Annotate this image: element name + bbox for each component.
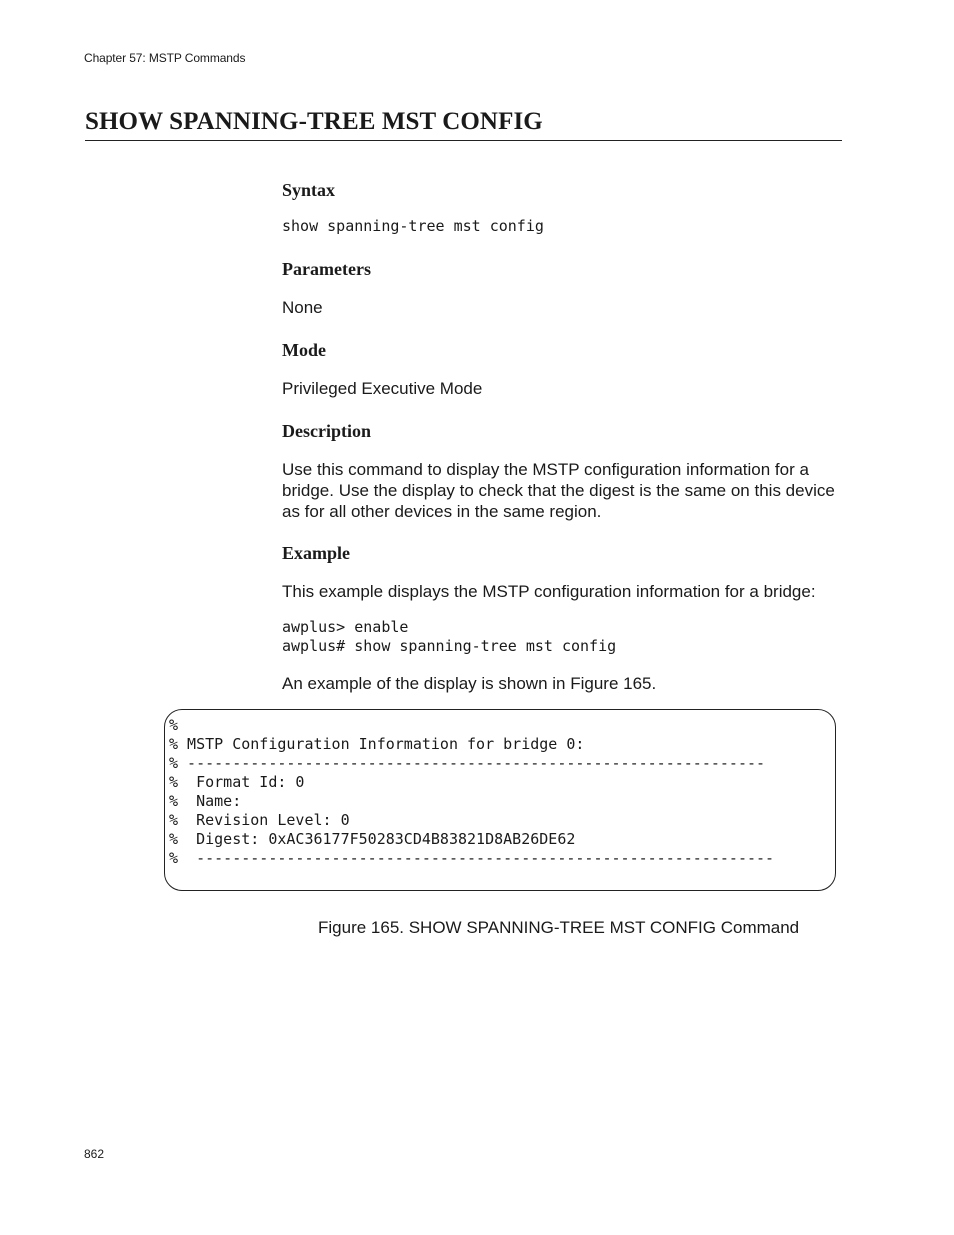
example-heading: Example (282, 543, 351, 563)
figure-line: % (169, 716, 179, 734)
figure-line: % Digest: 0xAC36177F50283CD4B83821D8AB26DE62 (169, 830, 576, 848)
figure-caption: Figure 165. SHOW SPANNING-TREE MST CONFIG Command (318, 918, 800, 937)
example-code-block (282, 618, 616, 656)
syntax-command: show spanning-tree mst config (282, 217, 544, 235)
figure-line: % ---------------------------------------------------------------- (169, 849, 775, 867)
parameters-heading: Parameters (282, 259, 371, 279)
figure-output (169, 716, 774, 868)
figure-line: % MSTP Configuration Information for bridge 0: (169, 735, 585, 753)
page-number: 862 (84, 1147, 105, 1161)
example-outro: An example of the display is shown in Figure 165. (282, 674, 657, 693)
mode-text: Privileged Executive Mode (282, 379, 483, 398)
mode-heading: Mode (282, 340, 326, 360)
example-intro: This example displays the MSTP configuration information for a bridge: (282, 582, 816, 601)
figure-line: % Revision Level: 0 (169, 811, 350, 829)
description-text: Use this command to display the MSTP configuration information for a bridge. Use the display to check that the digest is the same on this device as for all other devices in the same region. (282, 460, 835, 521)
parameters-text: None (282, 298, 323, 317)
syntax-heading: Syntax (282, 180, 336, 200)
page-title: SHOW SPANNING-TREE MST CONFIG (85, 108, 543, 135)
example-code-line: awplus> enable (282, 618, 409, 636)
figure-line: % Format Id: 0 (169, 773, 305, 791)
description-heading: Description (282, 421, 371, 441)
running-header: Chapter 57: MSTP Commands (84, 51, 246, 65)
example-code-line: awplus# show spanning-tree mst config (282, 637, 617, 655)
figure-line: % ---------------------------------------------------------------- (169, 754, 766, 772)
title-divider (85, 140, 842, 141)
figure-line: % Name: (169, 792, 242, 810)
